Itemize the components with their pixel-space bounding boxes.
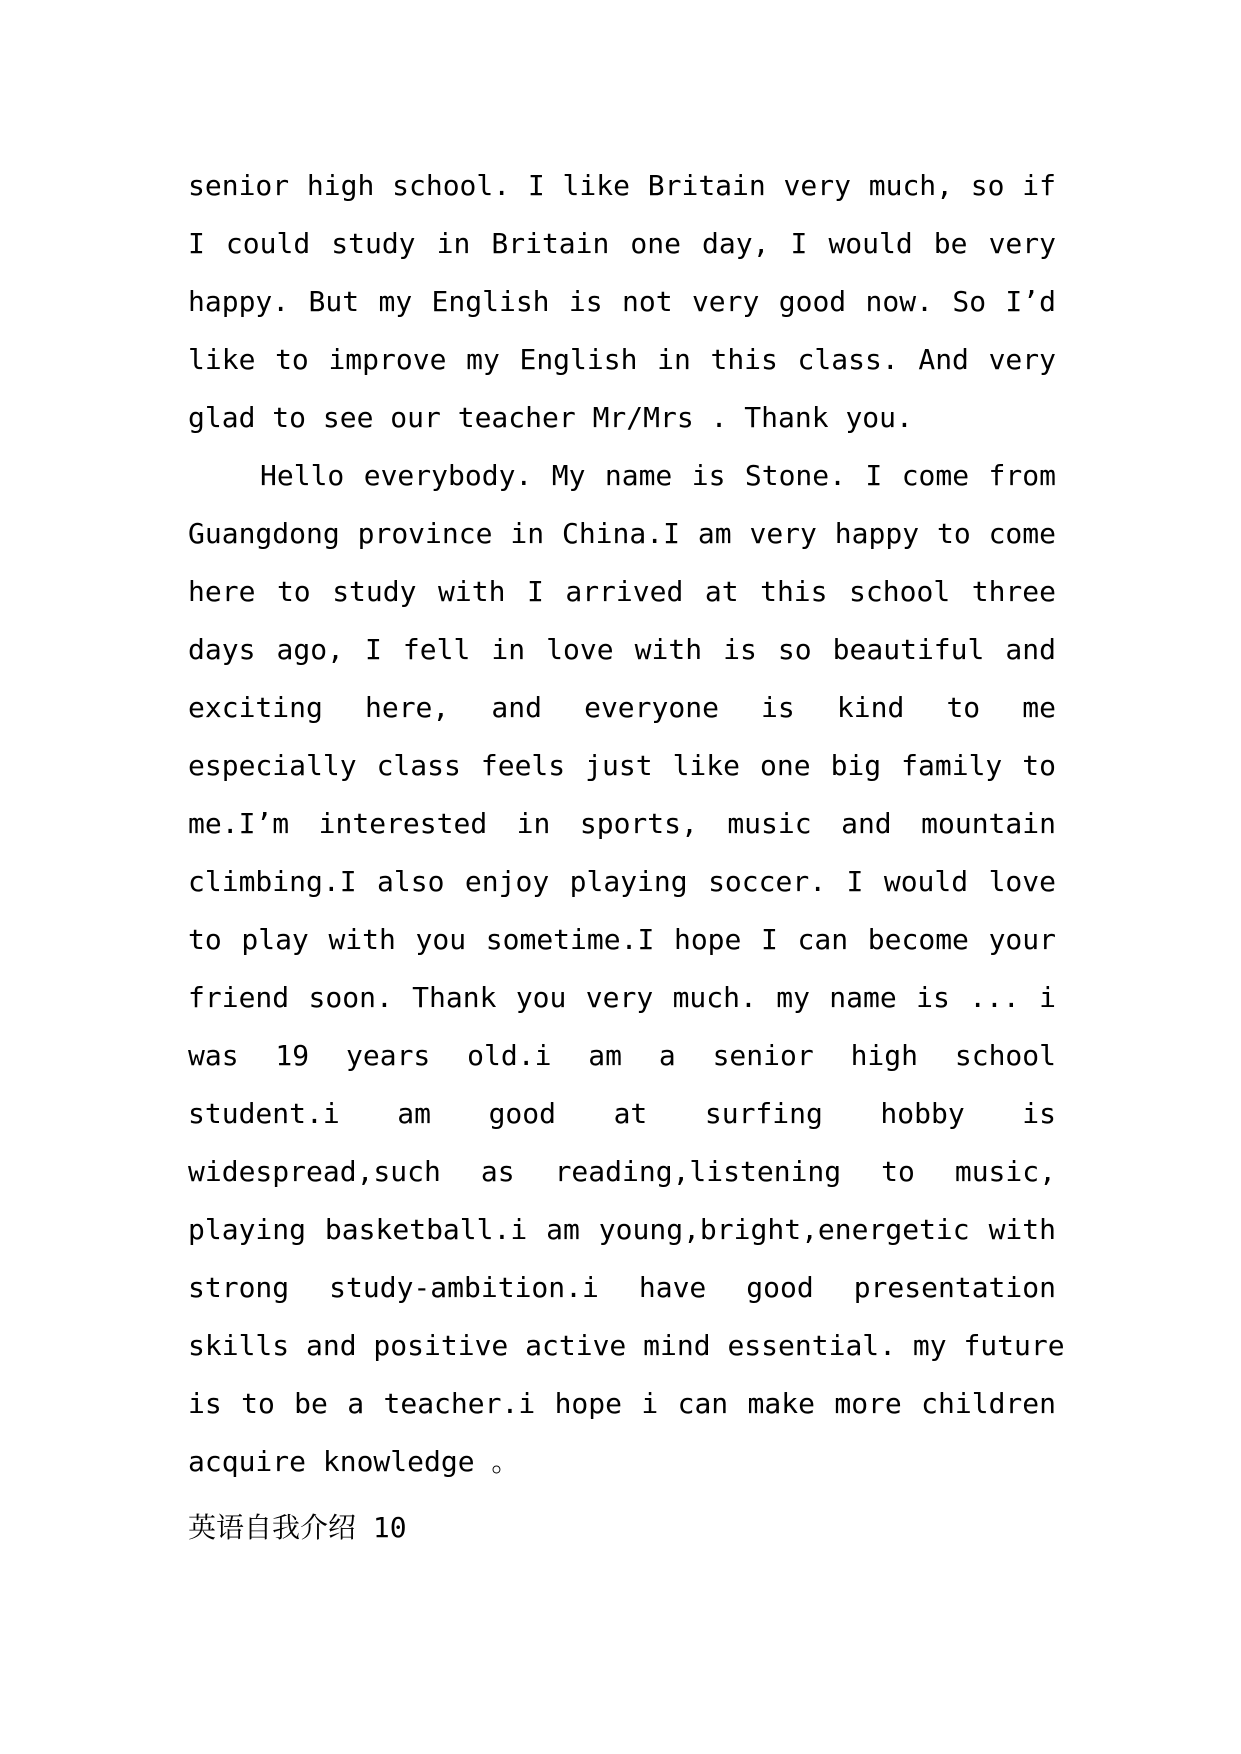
paragraph-line: was 19 years old.i am a senior high school <box>188 1039 1056 1072</box>
paragraph-line: senior high school. I like Britain very much, so if <box>188 169 1056 202</box>
paragraph-line: acquire knowledge 。 <box>188 1445 520 1478</box>
paragraph-line: happy. But my English is not very good now. So I’d <box>188 285 1056 318</box>
section-heading: 英语自我介绍 10 <box>188 1511 407 1544</box>
paragraph-line: glad to see our teacher Mr/Mrs . Thank you. <box>188 401 913 434</box>
paragraph-line: playing basketball.i am young,bright,energetic with <box>188 1213 1056 1246</box>
paragraph-line: is to be a teacher.i hope i can make more children <box>188 1387 1056 1420</box>
paragraph-line: skills and positive active mind essential. my future <box>188 1329 1065 1362</box>
paragraph-line: friend soon. Thank you very much. my name is ... i <box>188 981 1056 1014</box>
paragraph-line: especially class feels just like one big family to <box>188 749 1056 782</box>
paragraph-line: student.i am good at surfing hobby is <box>188 1097 1056 1130</box>
paragraph-line: to play with you sometime.I hope I can become your <box>188 923 1056 956</box>
paragraph-line: Guangdong province in China.I am very happy to come <box>188 517 1056 550</box>
paragraph-line: me.I’m interested in sports, music and mountain <box>188 807 1056 840</box>
paragraph-line: here to study with I arrived at this school three <box>188 575 1056 608</box>
paragraph-line: exciting here, and everyone is kind to me <box>188 691 1056 724</box>
paragraph-line: Hello everybody. My name is Stone. I come from <box>260 459 1056 492</box>
paragraph-line: climbing.I also enjoy playing soccer. I would love <box>188 865 1056 898</box>
paragraph-line: like to improve my English in this class. And very <box>188 343 1056 376</box>
paragraph-line: strong study-ambition.i have good presentation <box>188 1271 1056 1304</box>
paragraph-line: I could study in Britain one day, I would be very <box>188 227 1056 260</box>
paragraph-line: widespread,such as reading,listening to music, <box>188 1155 1056 1188</box>
paragraph-line: days ago, I fell in love with is so beautiful and <box>188 633 1056 666</box>
